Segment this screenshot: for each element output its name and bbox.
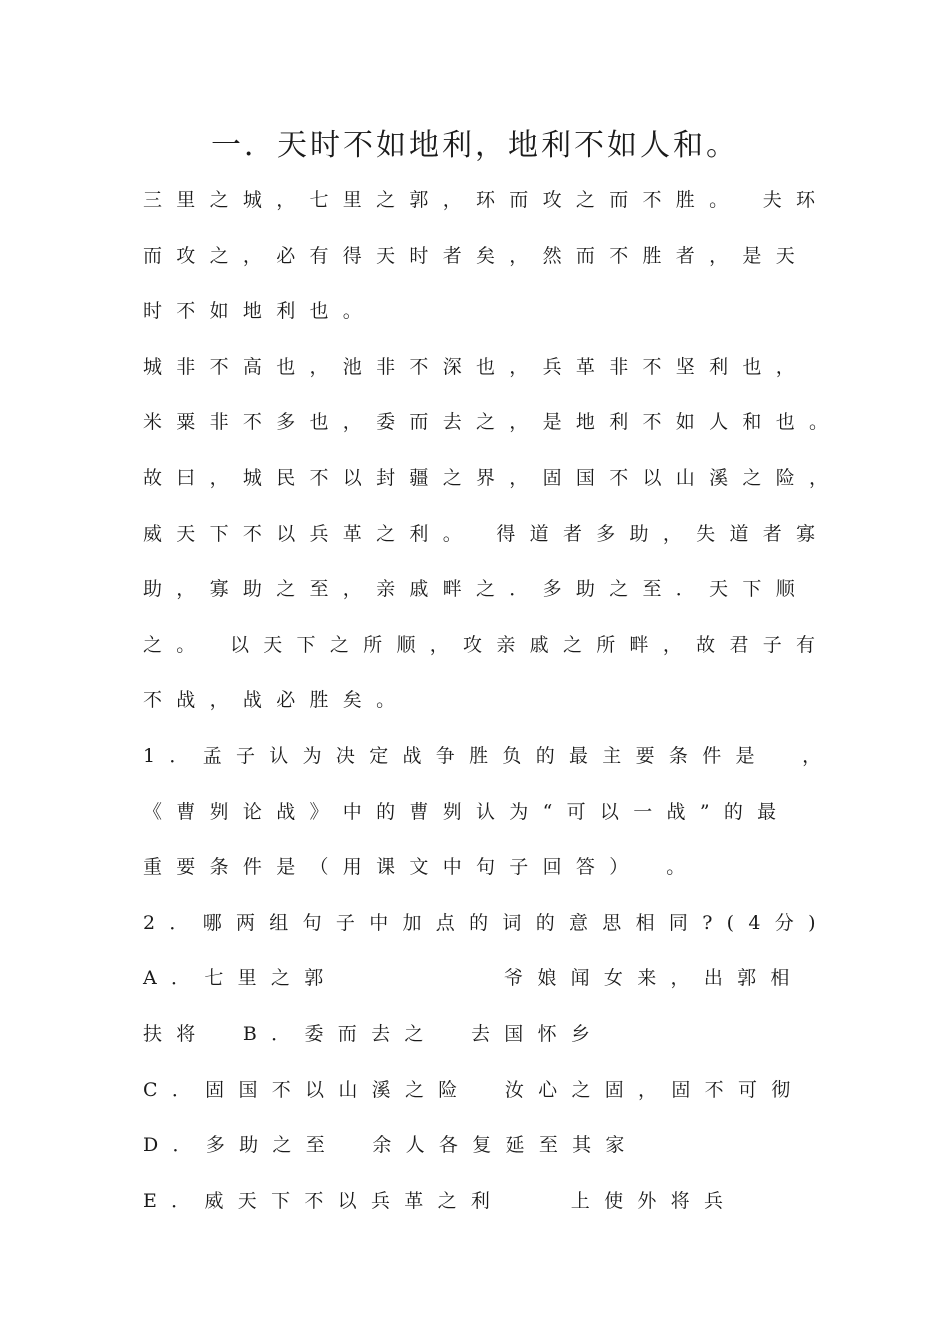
option-line: 扶将 B．委而去之 去国怀乡 bbox=[143, 1022, 605, 1045]
question-line: 1．孟子认为决定战争胜负的最主要条件是 ， bbox=[143, 744, 836, 767]
text-line: 之。 以天下之所顺，攻亲戚之所畔，故君子有 bbox=[143, 633, 830, 656]
option-line: E．威天下不以兵革之利 上使外将兵 bbox=[143, 1189, 738, 1212]
option-line: C．固国不以山溪之险 汝心之固，固不可彻 bbox=[143, 1078, 805, 1101]
question-line: 《曹刿论战》中的曹刿认为“可以一战”的最 bbox=[143, 800, 791, 823]
page-title: 一．天时不如地利，地利不如人和。 bbox=[211, 128, 739, 163]
option-line: D．多助之至 余人各复延至其家 bbox=[143, 1134, 639, 1157]
question-line: 重要条件是（用课文中句子回答） 。 bbox=[143, 856, 700, 879]
text-line: 不战，战必胜矣。 bbox=[143, 689, 410, 712]
text-line: 时不如地利也。 bbox=[143, 300, 377, 323]
option-line: A．七里之郭 爷娘闻女来，出郭相 bbox=[143, 967, 804, 990]
text-line: 威天下不以兵革之利。 得道者多助，失道者寡 bbox=[143, 522, 830, 545]
text-line: 三里之城，七里之郭，环而攻之而不胜。 夫环 bbox=[143, 189, 830, 211]
body-text bbox=[143, 184, 853, 1240]
text-line: 城非不高也，池非不深也，兵革非不坚利也， bbox=[143, 355, 810, 378]
text-line: 故曰，城民不以封疆之界，固国不以山溪之险， bbox=[143, 466, 843, 489]
question-line: 2．哪两组句子中加点的词的意思相同?(4分) bbox=[143, 911, 830, 934]
text-line: 米粟非不多也，委而去之，是地利不如人和也。 bbox=[143, 411, 843, 434]
text-line: 而攻之，必有得天时者矣，然而不胜者，是天 bbox=[143, 244, 810, 267]
text-line: 助，寡助之至，亲戚畔之．多助之至．天下顺 bbox=[143, 578, 810, 601]
